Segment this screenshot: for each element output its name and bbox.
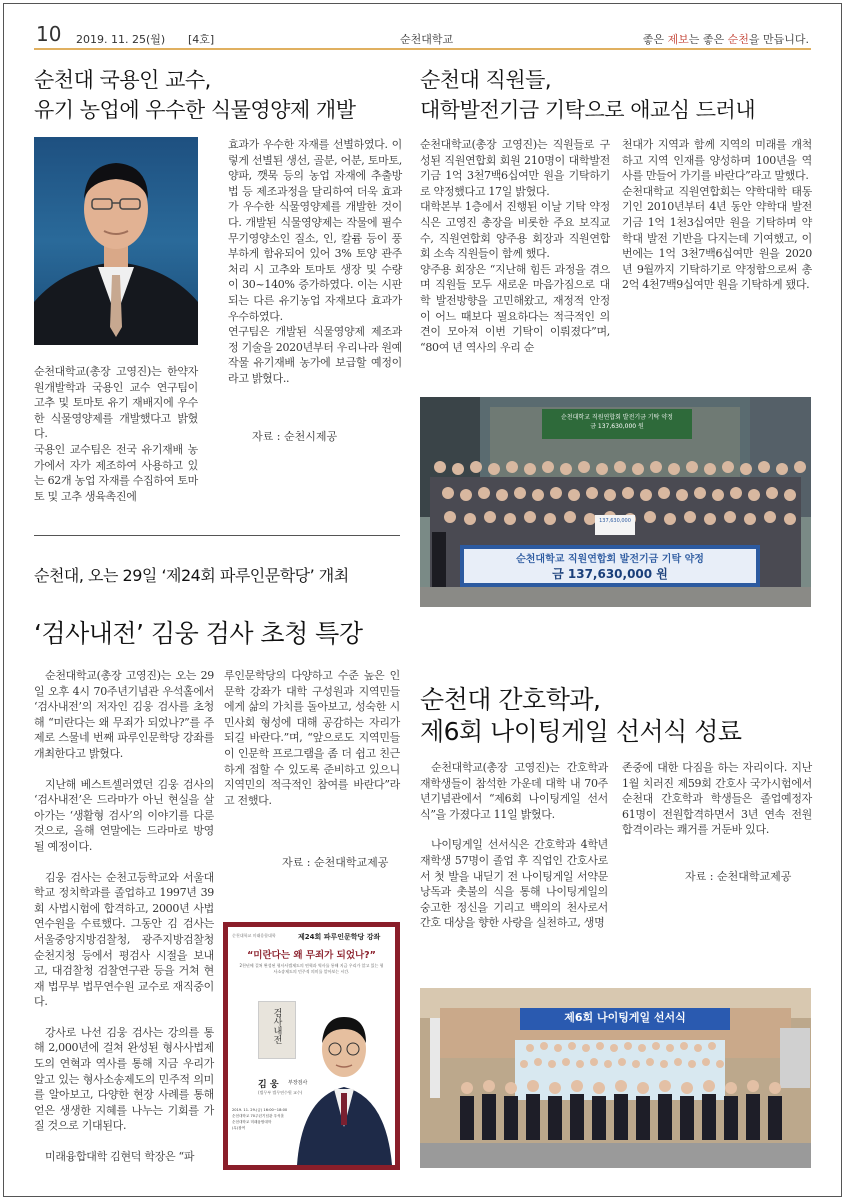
- lecture-subheadline: 순천대, 오는 29일 ‘제24회 파루인문학당’ 개최: [34, 566, 349, 585]
- poster-info-entry: (무)참여: [232, 1126, 246, 1130]
- poster-inner: [228, 927, 395, 1165]
- portrait-drawing: [34, 137, 198, 345]
- nursing-credit: 자료 : 순천대학교제공: [685, 870, 792, 883]
- poster-speaker-photo: [292, 987, 395, 1165]
- staff-board-text: [542, 413, 692, 431]
- poster-desc: 2천년에 걸쳐 완성된 형사사법제도의 연혁과 역사를 통해 지금 우리가 알고 있는 형사소송제도의 민주적 의미를 알아보는 시간.: [239, 963, 384, 974]
- lecture-para: 강사로 나선 김웅 검사는 강의를 통해 2,000년에 걸쳐 완성된 형사사법제도의 연혁과 역사를 통해 지금 우리가 알고 있는 형사소송제도의 민주적 의미를 알아보고, 다양한 현장 사례를 통해 얻은 생생한 지혜를 나누는 기회를 가질 것으로 기대된다.: [34, 1025, 214, 1133]
- kook-headline-line2: 유기 농업에 우수한 식물영양제 개발: [34, 98, 356, 122]
- slogan-highlight: 순천: [727, 33, 749, 46]
- poster-info-date: 2019. 11. 29.(금) 16:00~18:00: [232, 1108, 288, 1112]
- staff-board-amount: 금 137,630,000 원: [590, 423, 644, 430]
- lecture-headline: ‘검사내전’ 김웅 검사 초청 특강: [34, 619, 363, 648]
- nursing-body-col1: [420, 760, 608, 931]
- nursing-group-photo: [420, 988, 811, 1168]
- section-divider: [34, 535, 400, 536]
- professor-portrait: [34, 137, 198, 345]
- poster-info-host: 순천대학교 미래융합대학: [232, 1120, 272, 1124]
- slogan-part: 는 좋은: [688, 33, 728, 46]
- nursing-body-col2: 존중에 대한 다짐을 하는 자리이다. 지난 1월 치러진 제59회 간호사 국가시험에서 순천대 간호학과 학생들은 졸업예정자 61명이 전원합격하면서 3년 연속 전원 합격이라는 쾌거를 거둔바 있다.: [622, 761, 812, 837]
- poster-title: 제24회 파루인문학당 강좌: [298, 933, 381, 941]
- poster-info: [232, 1107, 304, 1131]
- staff-body-col2: 천대가 지역과 함께 지역의 미래를 개척하고 지역 인재를 양성하며 100년을 역사를 만들어 가기를 바란다”라고 말했다. 순천대학교 직원연합회는 약학대학 태동기인 2010년부터 4년 동안 약학대 발전기금 1억 1천3십여만 원을 기탁하며 약학대 발전 기반을 다지는데 기여했고, 이번에는 1억 3천7백6십여만 원을 2020년 9월까지 기탁하기로 약정함으로써 총 2억 4천7백9십여만 원을 기탁하게 됐다.: [622, 138, 812, 292]
- nursing-headline-line1: 순천대 간호학과,: [420, 685, 601, 714]
- staff-body-col1: 순천대학교(총장 고영진)는 직원들로 구성된 직원연합회 회원 210명이 대학발전기금 1억 3천7백6십여만 원을 기탁하기로 약정했다고 17일 밝혔다. 대학본부 1층에서 진행된 이날 기탁 약정식은 고영진 총장을 비롯한 주요 보직교수, 직원연합회 양주용 회장과 직원연합회 소속 직원들이 함께 했다. 양주용 회장은 “지난해 힘든 과정을 겪으며 직원들 모두 새로운 마음가짐으로 대학 발전방향을 고민해왔고, 재정적 안정이 어느 때보다 필요하다는 적극적인 의견이 모아져 이번 기탁이 이뤄졌다”며, “80여 년 역사의 우리 순: [420, 138, 610, 354]
- nursing-para: 순천대학교(총장 고영진)는 간호학과 재학생들이 참석한 가운데 대학 내 70주년기념관에서 “제6회 나이팅게일 선서식”을 가졌다고 11일 밝혔다.: [420, 761, 608, 821]
- poster-speaker-role: 부장검사: [288, 1080, 308, 1086]
- lecture-poster: [223, 922, 400, 1170]
- lecture-body-col2: 루인문학당의 다양하고 수준 높은 인문학 강좌가 대학 구성원과 지역민들에게 삶의 가치를 돌아보고, 성숙한 시민사회 형성에 대해 공감하는 자리가 되길 바란다.”며, “앞으로도 지역민들이 인문학 프로그램을 좀 더 쉽고 친근하게 접할 수 있도록 준비하고 있으니 지역민의 적극적인 참여를 바란다”라고 전했다.: [224, 669, 400, 807]
- lecture-para: 김웅 검사는 순천고등학교와 서울대학교 정치학과를 졸업하고 1997년 39회 사법시험에 합격하고, 2000년 사법연수원을 수료했다. 그동안 김 검사는 서울중앙지방검찰청, 광주지방검찰청 순천지청 등에서 평검사 시절을 보내고, 대검찰청 검찰연구관 등을 거쳐 현재 법무부 법무연수원 교수로 재직중이다.: [34, 870, 214, 1009]
- lecture-credit: 자료 : 순천대학교제공: [282, 856, 389, 869]
- slogan-highlight: 제보: [667, 33, 689, 46]
- kook-headline-line1: 순천대 국용인 교수,: [34, 68, 211, 92]
- header-rule: [34, 48, 811, 50]
- poster-question: “미란다는 왜 무죄가 되었나?”: [247, 950, 376, 961]
- poster-speaker-name: 김 웅: [258, 1080, 279, 1090]
- masthead-university: 순천대학교: [400, 33, 454, 46]
- lecture-para: 순천대학교(총장 고영진)는 오는 29일 오후 4시 70주년기념관 우석홀에서 ‘검사내전’의 저자인 김웅 검사를 초청해 “미란다는 왜 무죄가 되었나?”를 주제로 스물네 번째 파루인문학당 강좌를 개최한다고 밝혔다.: [34, 669, 214, 760]
- poster-info-place: 순천대학교 70주년기념관 우석홀: [232, 1114, 284, 1118]
- issue-date: 2019. 11. 25(월): [76, 33, 166, 46]
- poster-top-line: 순천대학교 미래융합대학: [232, 933, 276, 938]
- staff-sign-amount: 137,630,000: [599, 518, 631, 524]
- slogan-part: 좋은: [642, 33, 668, 46]
- staff-headline-line1: 순천대 직원들,: [420, 68, 552, 92]
- poster-book-icon: [258, 1001, 296, 1059]
- poster-book-title: 검사내전: [271, 1008, 282, 1044]
- poster-speaker-sub: (법무부 법무연수원 교수): [258, 1090, 303, 1095]
- kook-body-col2: 효과가 우수한 자재를 선별하였다. 이렇게 선별된 생선, 골분, 어분, 토마토, 양파, 깻묵 등의 농업 자재에 추출방법 등 제조과정을 달리하여 더욱 효과가 우수한 식물영양제를 개발한 것이다. 개발된 식물영양제는 작물에 필수 무기영양소인 질소, 인, 칼륨 등이 풍부하게 함유되어 있어 3% 토양 관주 처리 시 고추와 토마토 생장 및 수량이 30~140% 증가하였다. 이는 시판되는 다른 유기농업 자재보다 효과가 우수하였다. 연구팀은 개발된 식물영양제 제조과정 기술을 2020년부터 우리나라 원예작물 유기재배 농가에 보급할 예정이라고 밝혔다..: [228, 138, 402, 385]
- lecture-para: 지난해 베스트셀러였던 김웅 검사의 ‘검사내전’은 드라마가 아닌 현실을 살아가는 ‘생활형 검사’의 이야기를 다룬 것으로, 올해 연말에는 드라마로 방영될 예정이다.: [34, 777, 214, 853]
- kook-credit: 자료 : 순천시제공: [252, 430, 338, 443]
- masthead-slogan: [643, 31, 809, 47]
- lecture-body-col1: [34, 668, 214, 1165]
- staff-board-title: 순천대학교 직원연합회 발전기금 기탁 약정: [561, 414, 673, 421]
- nursing-para: 나이팅게일 선서식은 간호학과 4학년 재학생 57명이 졸업 후 직업인 간호사로서 첫 발을 내딛기 전 나이팅게일 서약문 낭독과 촛불의 식을 통해 나이팅게일의 숭고한 정신을 기리고 백의의 천사로서 간호 대상을 향한 사랑을 실천하고, 생명: [420, 838, 608, 930]
- staff-banner-amount: 금 137,630,000 원: [552, 567, 668, 581]
- nursing-banner: 제6회 나이팅게일 선서식: [564, 1011, 686, 1024]
- page-number: 10: [36, 22, 62, 46]
- nursing-headline-line2: 제6회 나이팅게일 선서식 성료: [420, 717, 742, 746]
- slogan-part: 을 만듭니다.: [748, 33, 809, 46]
- lecture-para: 미래융합대학 김현덕 학장은 “파: [45, 1150, 195, 1164]
- staff-headline-line2: 대학발전기금 기탁으로 애교심 드러내: [420, 98, 756, 122]
- staff-group-photo: [420, 397, 811, 607]
- issue-number: [4호]: [188, 33, 215, 46]
- staff-banner-title: 순천대학교 직원연합회 발전기금 기탁 약정: [516, 554, 704, 565]
- kook-body-col1: 순천대학교(총장 고영진)는 한약자원개발학과 국용인 교수 연구팀이 고추 및 토마토 유기 재배지에 우수한 식물영양제를 개발했다고 밝혔다. 국용인 교수팀은 전국 유기재배 농가에서 자가 제조하여 사용하고 있는 62개 농업 자재를 수집하여 토마토 및 고추 생육촉진에: [34, 365, 198, 503]
